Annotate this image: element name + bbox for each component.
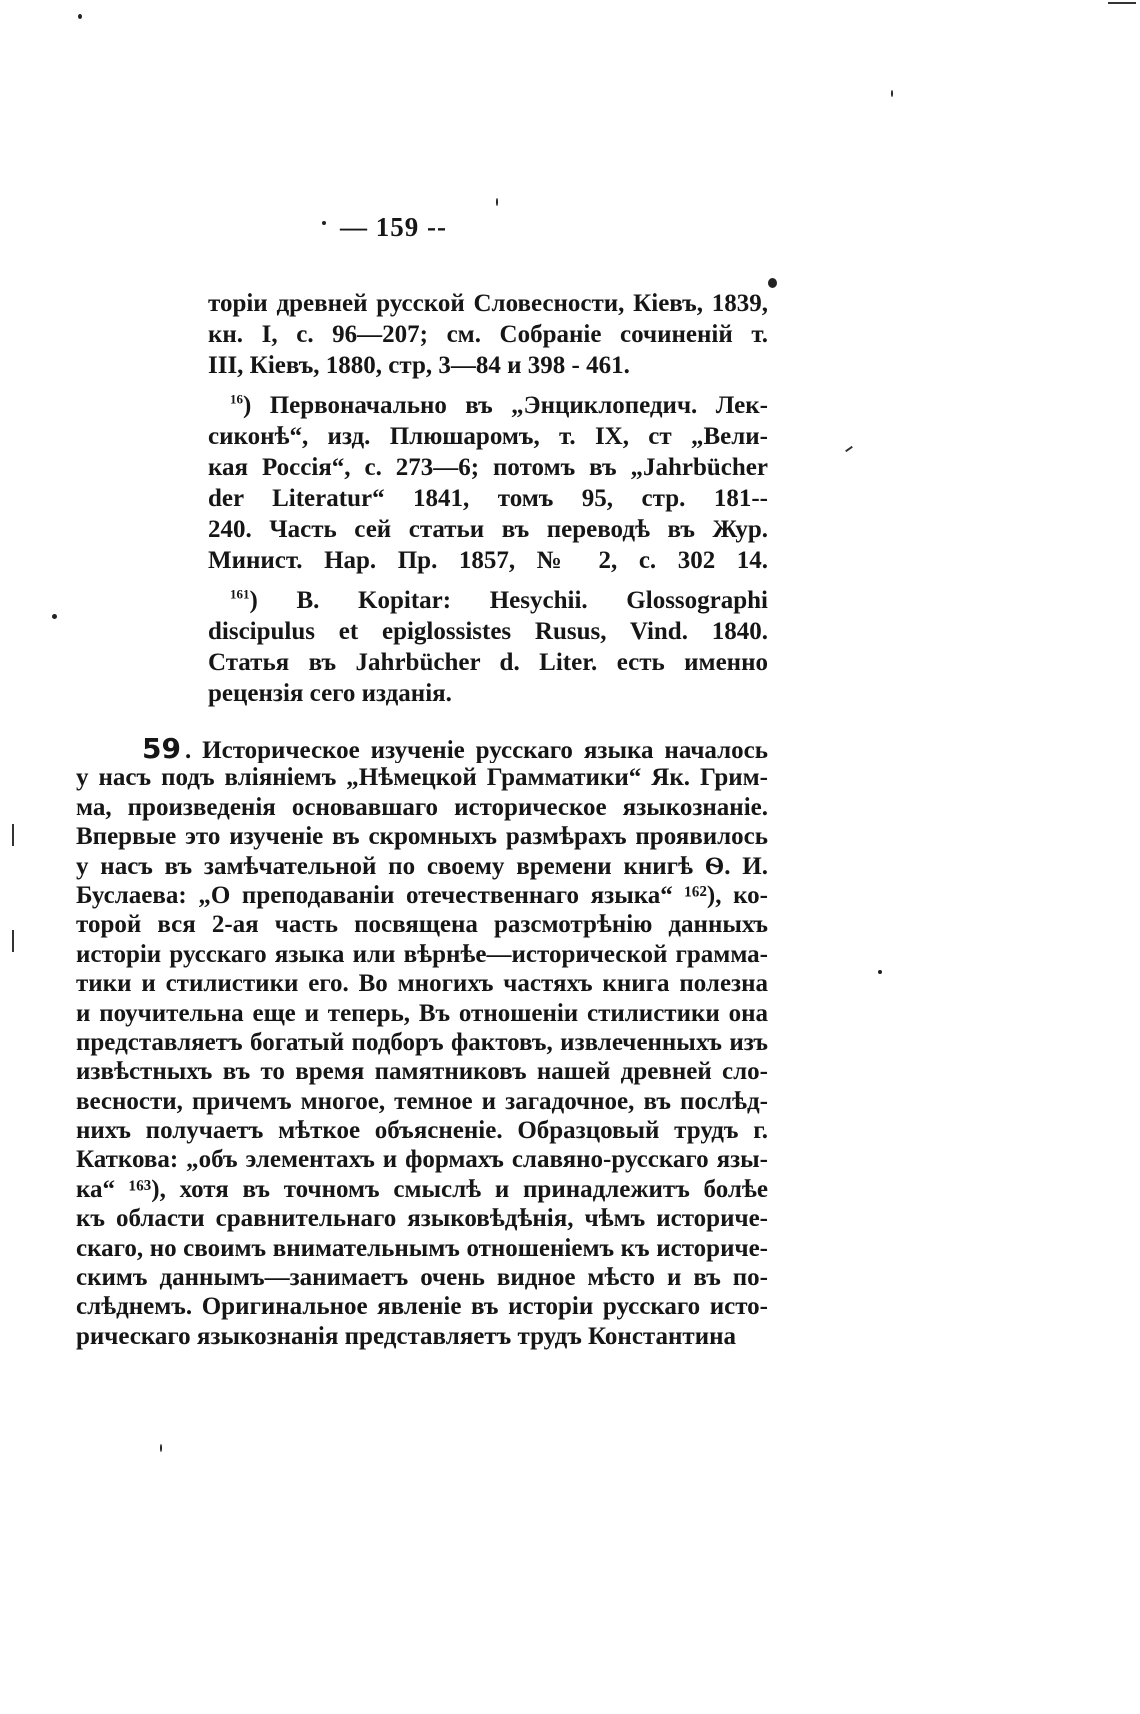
scan-speck: [891, 90, 893, 97]
footnote-marker: 161: [230, 586, 250, 602]
footnote-line: discipulus et epiglossistes Rusus, Vind. 1840.: [208, 618, 768, 645]
footnote-line: Минист. Нар. Пр. 1857, № 2, с. 302 14.: [208, 547, 768, 574]
paragraph-line: скаго, но своимъ внимательнымъ отношеніемъ къ историче-: [76, 1234, 768, 1262]
paragraph-line: Каткова: „объ элементахъ и формахъ славяно-русскаго язы-: [76, 1146, 768, 1174]
paragraph-line: тики и стилистики его. Во многихъ частяхъ книга полезна: [76, 970, 768, 998]
page-number: — 159 --: [340, 212, 447, 242]
paragraph-line: ка“ ¹⁶³), хотя въ точномъ смыслѣ и принадлежитъ болѣе: [76, 1175, 768, 1203]
paragraph-number: 59: [142, 734, 181, 764]
paragraph-line: весности, причемъ многое, темное и загадочное, въ послѣд-: [76, 1087, 768, 1115]
paragraph-line: ма, произведенія основавшаго историческое языкознаніе.: [76, 793, 768, 821]
paragraph-line: Буслаева: „О преподаваніи отечественнаго языка“ ¹⁶²), ко-: [76, 881, 768, 909]
paragraph-line: у насъ въ замѣчательной по своему времени книгѣ Ѳ. И.: [76, 852, 768, 880]
footnote-line: [208, 585, 768, 616]
footnote-text: ) B. Kopitar: Hesychii. Glossographi: [249, 587, 768, 614]
paragraph-line: у насъ подъ вліяніемъ „Нѣмецкой Грамматики“ Як. Грим-: [76, 764, 768, 792]
scan-speck: [52, 614, 57, 619]
margin-mark: [1108, 2, 1136, 4]
footnote-161: [208, 585, 768, 709]
footnote-160: [208, 390, 768, 576]
footnote-line: рецензія сего изданія.: [208, 680, 452, 707]
footnote-line: der Literatur“ 1841, томъ 95, стр. 181--: [208, 485, 768, 512]
footnote-continued: [208, 288, 768, 381]
scan-speck: [78, 14, 82, 19]
margin-mark: [845, 446, 853, 452]
paragraph-line: и поучительна еще и теперь, Въ отношеніи стилистики она: [76, 999, 768, 1027]
margin-mark: [12, 930, 14, 952]
footnote-line: [208, 390, 768, 421]
paragraph-text: . Историческое изученіе русскаго языка началось: [184, 737, 768, 764]
footnote-line: Статья въ Jahrbücher d. Liter. есть именно: [208, 649, 768, 676]
footnote-line: кая Россія“, с. 273—6; потомъ въ „Jahrbücher: [208, 454, 768, 481]
footnotes: [208, 288, 768, 718]
scan-speck: [768, 278, 777, 288]
footnote-line: 240. Часть сей статьи въ переводѣ въ Жур.: [208, 516, 768, 543]
paragraph-line: [76, 734, 768, 763]
paragraph-line: къ области сравнительнаго языковѣдѣнія, чѣмъ историче-: [76, 1205, 768, 1233]
scan-speck: [496, 198, 498, 206]
scan-speck: [878, 970, 882, 974]
scan-speck: [322, 221, 326, 225]
paragraph-line: извѣстныхъ въ то время памятниковъ нашей древней сло-: [76, 1058, 768, 1086]
footnote-line: сиконѣ“, изд. Плюшаромъ, т. IX, ст „Вели-: [208, 423, 768, 450]
paragraph-line: представляетъ богатый подборъ фактовъ, извлеченныхъ изъ: [76, 1028, 768, 1056]
paragraph-line: скимъ даннымъ—занимаетъ очень видное мѣсто и въ по-: [76, 1264, 768, 1292]
paragraph-line: нихъ получаетъ мѣткое объясненіе. Образцовый трудъ г.: [76, 1117, 768, 1145]
main-paragraph: [76, 734, 768, 1351]
footnote-line: торіи древней русской Словесности, Кіевъ, 1839,: [208, 290, 768, 317]
paragraph-line: рическаго языкознанія представляетъ трудъ Константина: [76, 1322, 736, 1350]
paragraph-line: слѣднемъ. Оригинальное явленіе въ исторіи русскаго исто-: [76, 1293, 768, 1321]
margin-mark: [12, 824, 14, 846]
footnote-marker: 16: [230, 391, 243, 407]
paragraph-line: торой вся 2-ая часть посвящена разсмотрѣнію данныхъ: [76, 911, 768, 939]
footnote-text: ) Первоначально въ „Энциклопедич. Лек-: [243, 392, 768, 419]
footnote-line: III, Кіевъ, 1880, стр, 3—84 и 398 - 461.: [208, 352, 630, 379]
paragraph-line: Впервые это изученіе въ скромныхъ размѣрахъ проявилось: [76, 823, 768, 851]
footnote-line: кн. I, с. 96—207; см. Собраніе сочиненій т.: [208, 321, 768, 348]
paragraph-line: исторіи русскаго языка или вѣрнѣе—исторической грамма-: [76, 940, 768, 968]
scan-speck: [160, 1444, 162, 1452]
